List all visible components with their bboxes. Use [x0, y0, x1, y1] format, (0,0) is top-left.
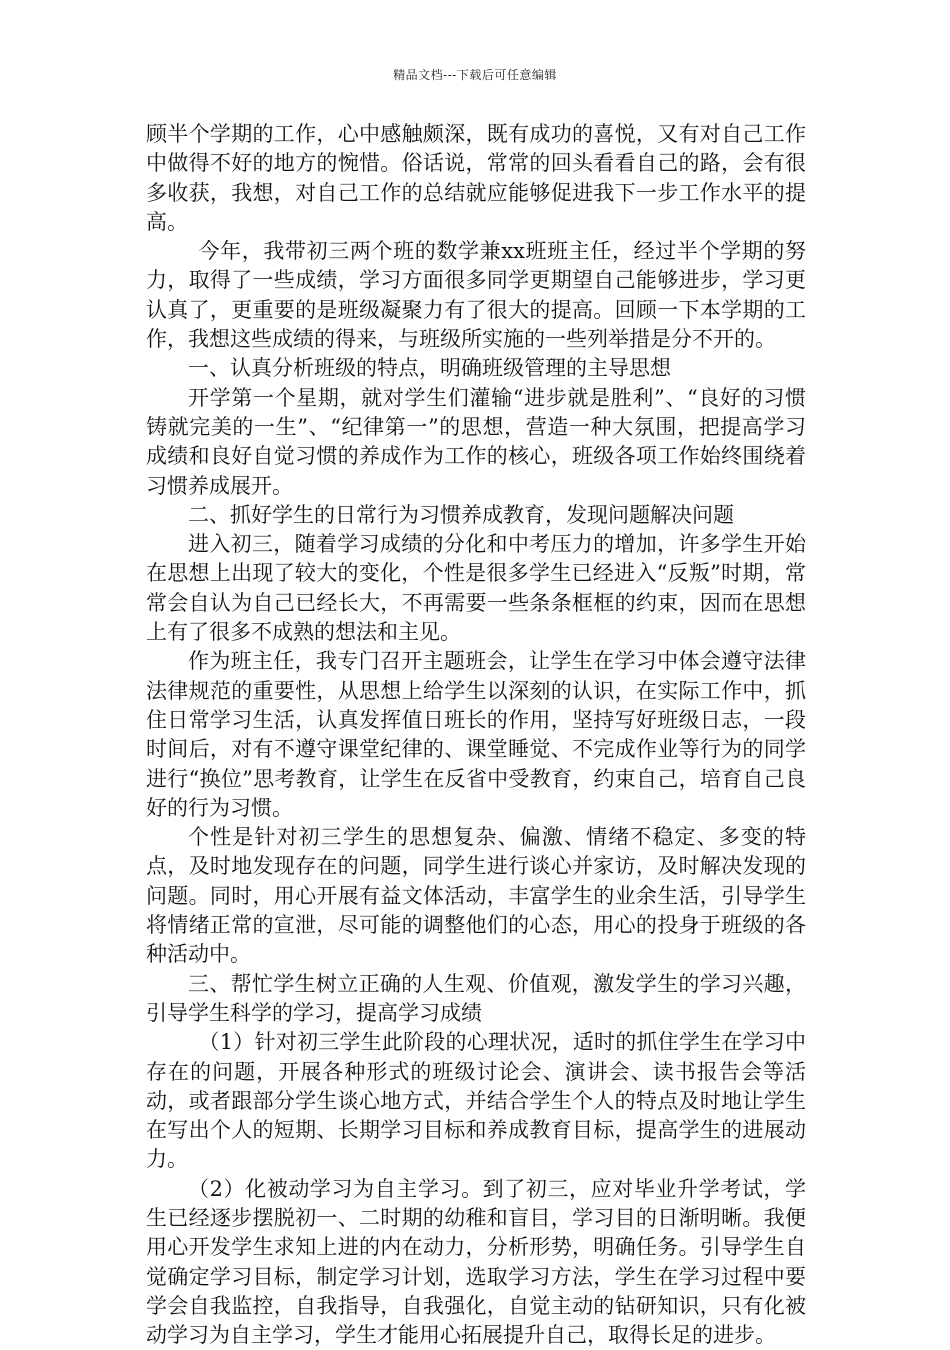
paragraph-section-3-item-1: （1）针对初三学生此阶段的心理状况，适时的抓住学生在学习中存在的问题，开展各种形式的班级讨论会、演讲会、读书报告会等活动，或者跟部分学生谈心地方式，并结合学生个人的特点及时地让学生在写出个人的短期、长期学习目标和养成教育目标，提高学生的进展动力。 — [146, 1030, 806, 1172]
paragraph-section-3-item-2: （2）化被动学习为自主学习。到了初三，应对毕业升学考试，学生已经逐步摆脱初一、二时期的幼稚和盲目，学习目的日渐明晰。我便用心开发学生求知上进的内在动力，分析形势，明确任务。引导学生自觉确定学习目标，制定学习计划，选取学习方法，学生在学习过程中要学会自我监控，自我指导，自我强化，自觉主动的钻研知识，只有化被动学习为自主学习，学生才能用心拓展提升自己，取得长足的进步。 — [146, 1176, 806, 1348]
paragraph-section-2b: 作为班主任，我专门召开主题班会，让学生在学习中体会遵守法律法律规范的重要性，从思想上给学生以深刻的认识，在实际工作中，抓住日常学习生活，认真发挥值日班长的作用，坚持写好班级日志，一段时间后，对有不遵守课堂纪律的、课堂睡觉、不完成作业等行为的同学进行“换位”思考教育，让学生在反省中受教育，约束自己，培育自己良好的行为习惯。 — [146, 649, 806, 820]
section-heading-1: 一、认真分析班级的特点，明确班级管理的主导思想 — [188, 356, 671, 381]
paragraph-section-2c: 个性是针对初三学生的思想复杂、偏激、情绪不稳定、多变的特点，及时地发现存在的问题，同学生进行谈心并家访，及时解决发现的问题。同时，用心开展有益文体活动，丰富学生的业余生活，引导学生将情绪正常的宣泄，尽可能的调整他们的心态，用心的投身于班级的各种活动中。 — [146, 825, 806, 967]
paragraph-intro-continued: 顾半个学期的工作，心中感触颇深，既有成功的喜悦，又有对自己工作中做得不好的地方的惋惜。俗话说，常常的回头看看自己的路，会有很多收获，我想，对自己工作的总结就应能够促进我下一步工作水平的提高。 — [146, 122, 806, 234]
paragraph-section-2a: 进入初三，随着学习成绩的分化和中考压力的增加，许多学生开始在思想上出现了较大的变化，个性是很多学生已经进入“反叛”时期，常常会自认为自己已经长大，不再需要一些条条框框的约束，因而在思想上有了很多不成熟的想法和主见。 — [146, 532, 806, 645]
document-body — [146, 120, 806, 1350]
paragraph-overview: 今年，我带初三两个班的数学兼xx班班主任，经过半个学期的努力，取得了一些成绩，学习方面很多同学更期望自己能够进步，学习更认真了，更重要的是班级凝聚力有了很大的提高。回顾一下本学期的工作，我想这些成绩的得来，与班级所实施的一些列举措是分不开的。 — [146, 239, 806, 352]
paragraph-section-1: 开学第一个星期，就对学生们灌输“进步就是胜利”、“良好的习惯铸就完美的一生”、“纪律第一”的思想，营造一种大氛围，把提高学习成绩和良好自觉习惯的养成作为工作的核心，班级各项工作始终围绕着习惯养成展开。 — [146, 385, 806, 498]
page-header: 精品文档---下载后可任意编辑 — [393, 68, 557, 82]
section-heading-3: 三、帮忙学生树立正确的人生观、价值观，激发学生的学习兴趣，引导学生科学的学习，提高学习成绩 — [146, 971, 806, 1025]
section-heading-2: 二、抓好学生的日常行为习惯养成教育，发现问题解决问题 — [188, 502, 734, 527]
